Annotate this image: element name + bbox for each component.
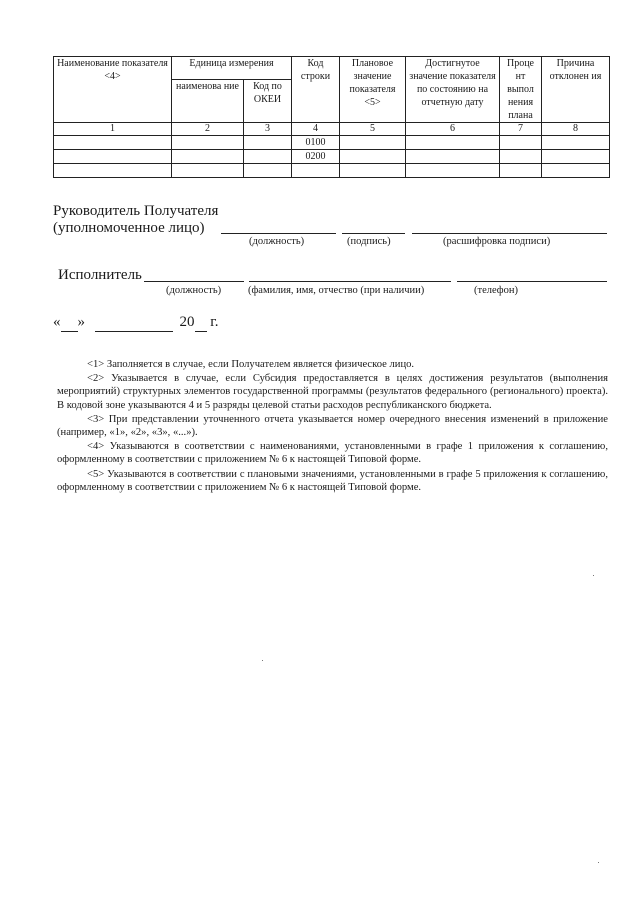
month-blank [95,314,173,332]
head-title-line2: (уполномоченное лицо) [53,220,205,236]
head-title-line1: Руководитель Получателя [53,203,219,219]
table-cell [172,164,244,178]
head-decoding-line [412,233,607,234]
table-cell [406,164,500,178]
footnote-4: <4> Указываются в соответствии с наименованиями, установленными в графе 1 приложения к соглашению, оформленному в соответствии с приложением № 6 к настоящей Типовой форме. [57,441,608,466]
table-cell [542,150,610,164]
footnote-2: <2> Указывается в случае, если Субсидия предоставляется в целях достижения результатов (выполнения мероприятий) структурных элементов государственной программы (результатов федерального (регионального) проекта). В кодовой зоне указываются 4 и 5 разряды целевой статьи расходов республиканского бюджета. [57,373,608,411]
table-cell [54,164,172,178]
day-blank [61,314,78,332]
year-suffix: г. [210,314,219,330]
head-caption-position: (должность) [249,236,305,247]
table-cell [406,150,500,164]
footnote-5: <5> Указываются в соответствии с плановыми значениями, установленными в графе 5 приложения к соглашению, оформленному в соответствии с приложением № 6 к настоящей Типовой форме. [57,468,608,493]
column-number: 3 [244,123,292,136]
head-caption-signature: (подпись) [347,236,391,247]
executor-name-line [249,281,451,282]
header-row-1 [54,57,610,80]
table-row [54,150,610,164]
header-planned-value: Плановое значение показателя <5> [340,57,406,123]
report-table [53,56,610,178]
column-number: 7 [500,123,542,136]
column-number: 8 [542,123,610,136]
header-unit-okei: Код по ОКЕИ [244,79,292,122]
row-code-cell [292,164,340,178]
footnotes [57,358,608,495]
column-number: 5 [340,123,406,136]
executor-position-line [144,281,244,282]
column-number: 1 [54,123,172,136]
table-cell [244,150,292,164]
table-cell [172,136,244,150]
date-close-quote: » [77,314,85,330]
date-open-quote: « [53,314,61,330]
row-code-cell: 0200 [292,150,340,164]
table-cell [500,150,542,164]
year-prefix: 20 [179,314,195,330]
header-achieved-value: Достигнутое значение показателя по состоянию на отчетную дату [406,57,500,123]
executor-phone-line [457,281,607,282]
scan-speck [593,575,594,576]
header-unit-name: наименова ние [172,79,244,122]
header-unit: Единица измерения [172,57,292,80]
head-signature-line [342,233,405,234]
head-caption-decoding: (расшифровка подписи) [443,236,551,247]
table-cell [172,150,244,164]
table-cell [54,150,172,164]
table-cell [500,136,542,150]
table-cell [244,164,292,178]
table-cell [244,136,292,150]
footnote-3: <3> При представлении уточненного отчета указывается номер очередного внесения изменений в приложение (например, «1», «2», «3», «...»). [57,413,608,439]
row-code-cell: 0100 [292,136,340,150]
table-cell [542,164,610,178]
table-row [54,164,610,178]
table-cell [340,150,406,164]
table-cell [54,136,172,150]
table-cell [340,164,406,178]
header-percent-completion: Проце нт выпол нения плана [500,57,542,123]
table-cell [340,136,406,150]
table-row [54,136,610,150]
executor-title: Исполнитель [58,267,142,283]
column-numbers-row [54,123,610,136]
scan-speck [598,862,599,863]
header-deviation-reason: Причина отклонен ия [542,57,610,123]
column-number: 4 [292,123,340,136]
executor-caption-position: (должность) [166,285,222,296]
column-number: 6 [406,123,500,136]
date-line [53,314,218,332]
table-cell [542,136,610,150]
footnote-1: <1> Заполняется в случае, если Получателем является физическое лицо. [87,359,415,370]
header-row-code: Код строки [292,57,340,123]
header-indicator-name: Наименование показателя <4> [54,57,172,123]
column-number: 2 [172,123,244,136]
head-position-line [221,233,336,234]
year-blank [195,314,207,332]
scan-speck [262,660,263,661]
table-cell [406,136,500,150]
executor-caption-phone: (телефон) [474,285,518,296]
table-cell [500,164,542,178]
executor-caption-name: (фамилия, имя, отчество (при наличии) [248,285,425,296]
